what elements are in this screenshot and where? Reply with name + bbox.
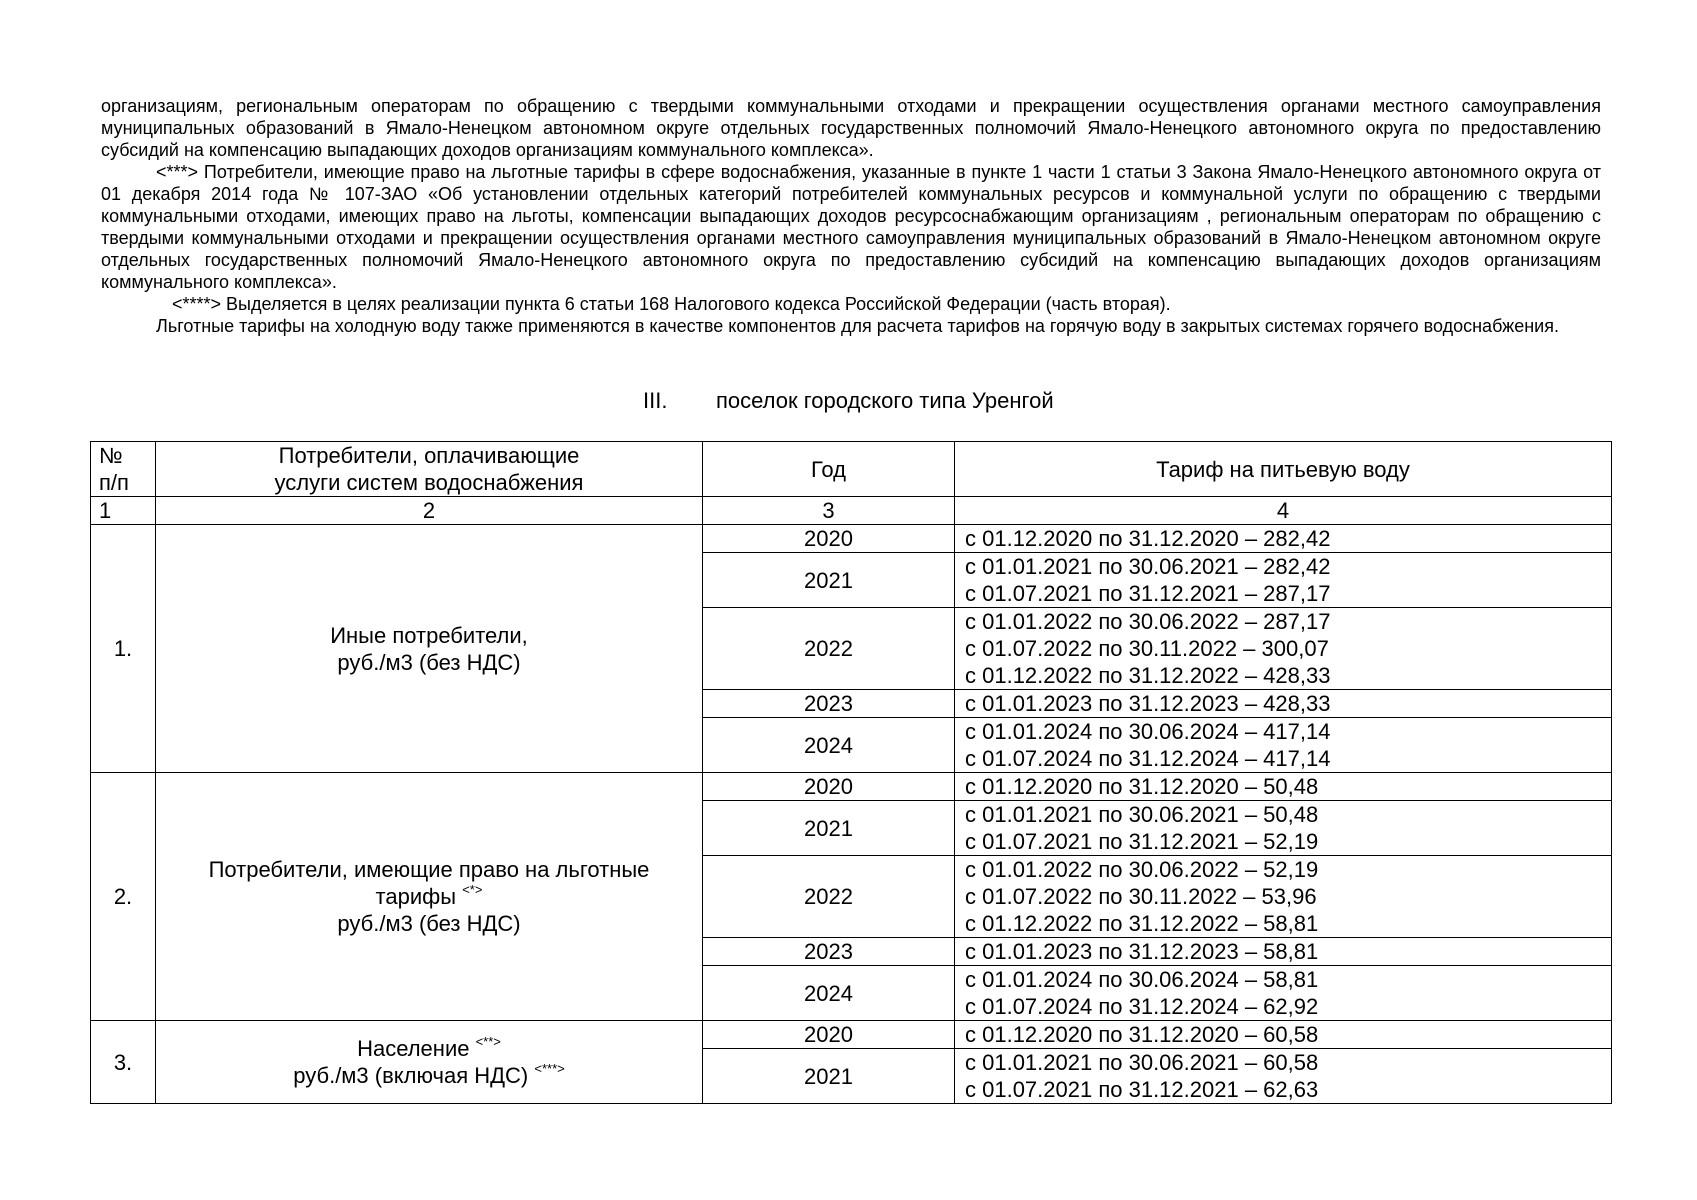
footnotes xyxy=(101,95,1601,337)
footnote-ref: <**> xyxy=(475,1033,501,1049)
footnote-continuation: организациям, региональным операторам по обращению с твердыми коммунальными отходами и прекращении осуществления органами местного самоуправления муниципальных образований в Ямало-Ненецком автономном округе отдельных государственных полномочий Ямало-Ненецкого автономного округа по предоставлению субсидий на компенсацию выпадающих доходов организациям коммунального комплекса». xyxy=(101,96,1601,160)
year-cell: 2021 xyxy=(703,553,955,608)
row-number: 3. xyxy=(91,1021,156,1104)
year-cell: 2023 xyxy=(703,690,955,718)
tariff-cell: с 01.01.2021 по 30.06.2021 – 60,58 xyxy=(955,1049,1612,1077)
row-number: 1. xyxy=(91,525,156,773)
header-tariff: Тариф на питьевую воду xyxy=(955,442,1612,497)
consumer-line: Потребители, имеющие право на льготные xyxy=(208,857,650,882)
consumer-unit: руб./м3 (без НДС) xyxy=(337,649,521,675)
footnote-4star: <****> Выделяется в целях реализации пункта 6 статьи 168 Налогового кодекса Российской Федерации (часть вторая). xyxy=(172,294,1171,314)
section-title: поселок городского типа Уренгой xyxy=(716,388,1054,413)
table-row xyxy=(91,1021,1612,1049)
consumer-category xyxy=(156,1021,703,1104)
tariff-cell: с 01.01.2021 по 30.06.2021 – 50,48 xyxy=(955,801,1612,829)
year-cell: 2020 xyxy=(703,525,955,553)
index-cell: 2 xyxy=(156,497,703,525)
index-cell: 1 xyxy=(91,497,156,525)
index-cell: 3 xyxy=(703,497,955,525)
section-number: III. xyxy=(643,388,668,413)
table-row xyxy=(91,773,1612,801)
tariff-cell: с 01.07.2024 по 31.12.2024 – 62,92 xyxy=(955,993,1612,1021)
header-num: № п/п xyxy=(91,442,156,497)
row-number: 2. xyxy=(91,773,156,1021)
tariff-cell: с 01.01.2022 по 30.06.2022 – 287,17 xyxy=(955,608,1612,636)
footnote-ref: <***> xyxy=(534,1060,565,1076)
tariff-cell: с 01.01.2022 по 30.06.2022 – 52,19 xyxy=(955,856,1612,884)
tariff-cell: с 01.12.2020 по 31.12.2020 – 282,42 xyxy=(955,525,1612,553)
tariff-cell: с 01.12.2022 по 31.12.2022 – 58,81 xyxy=(955,910,1612,938)
header-consumers: Потребители, оплачивающие услуги систем водоснабжения xyxy=(156,442,703,497)
consumer-line: тарифы xyxy=(375,884,457,909)
footnote-3star: <***> Потребители, имеющие право на льготные тарифы в сфере водоснабжения, указанные в пункте 1 части 1 статьи 3 Закона Ямало-Ненецкого автономного округа от 01 декабря 2014 года № 107-ЗАО «Об установлении отдельных категорий потребителей коммунальных ресурсов и коммунальной услуги по обращению с твердыми коммунальными отходами, имеющих право на льготы, компенсации выпадающих доходов ресурсоснабжающим организациям , региональным операторам по обращению с твердыми коммунальными отходами и прекращении осуществления органами местного самоуправления муниципальных образований в Ямало-Ненецком автономном округе отдельных государственных полномочий Ямало-Ненецкого автономного округа по предоставлению субсидий на компенсацию выпадающих доходов организациям коммунального комплекса». xyxy=(101,162,1601,292)
tariff-cell: с 01.01.2023 по 31.12.2023 – 428,33 xyxy=(955,690,1612,718)
year-cell: 2023 xyxy=(703,938,955,966)
consumer-unit: руб./м3 (включая НДС) xyxy=(293,1063,529,1088)
tariff-table xyxy=(90,441,1612,1104)
year-cell: 2021 xyxy=(703,801,955,856)
header-row xyxy=(91,442,1612,497)
year-cell: 2024 xyxy=(703,718,955,773)
header-year: Год xyxy=(703,442,955,497)
consumer-category xyxy=(156,525,703,773)
index-cell: 4 xyxy=(955,497,1612,525)
tariff-cell: с 01.07.2022 по 30.11.2022 – 53,96 xyxy=(955,883,1612,910)
year-cell: 2021 xyxy=(703,1049,955,1104)
year-cell: 2024 xyxy=(703,966,955,1021)
table-row xyxy=(91,525,1612,553)
footnote-ref: <*> xyxy=(462,881,483,897)
year-cell: 2020 xyxy=(703,1021,955,1049)
consumer-unit: руб./м3 (без НДС) xyxy=(337,911,521,936)
tariff-cell: с 01.12.2020 по 31.12.2020 – 50,48 xyxy=(955,773,1612,801)
tariff-cell: с 01.01.2023 по 31.12.2023 – 58,81 xyxy=(955,938,1612,966)
tariff-cell: с 01.07.2021 по 31.12.2021 – 62,63 xyxy=(955,1076,1612,1104)
index-row xyxy=(91,497,1612,525)
tariff-cell: с 01.07.2021 по 31.12.2021 – 52,19 xyxy=(955,828,1612,856)
tariff-cell: с 01.07.2024 по 31.12.2024 – 417,14 xyxy=(955,745,1612,773)
tariff-cell: с 01.01.2024 по 30.06.2024 – 417,14 xyxy=(955,718,1612,746)
tariff-cell: с 01.01.2024 по 30.06.2024 – 58,81 xyxy=(955,966,1612,994)
tariff-cell: с 01.07.2021 по 31.12.2021 – 287,17 xyxy=(955,580,1612,608)
tariff-cell: с 01.12.2022 по 31.12.2022 – 428,33 xyxy=(955,662,1612,690)
tariff-cell: с 01.01.2021 по 30.06.2021 – 282,42 xyxy=(955,553,1612,581)
year-cell: 2022 xyxy=(703,608,955,690)
footnote-hot-water: Льготные тарифы на холодную воду также применяются в качестве компонентов для расчета тарифов на горячую воду в закрытых системах горячего водоснабжения. xyxy=(156,316,1559,336)
consumer-line: Иные потребители, xyxy=(330,622,528,648)
consumer-line: Население xyxy=(357,1036,470,1061)
section-heading xyxy=(643,387,1054,415)
tariff-cell: с 01.12.2020 по 31.12.2020 – 60,58 xyxy=(955,1021,1612,1049)
year-cell: 2022 xyxy=(703,856,955,938)
year-cell: 2020 xyxy=(703,773,955,801)
consumer-category xyxy=(156,773,703,1021)
tariff-cell: с 01.07.2022 по 30.11.2022 – 300,07 xyxy=(955,635,1612,662)
